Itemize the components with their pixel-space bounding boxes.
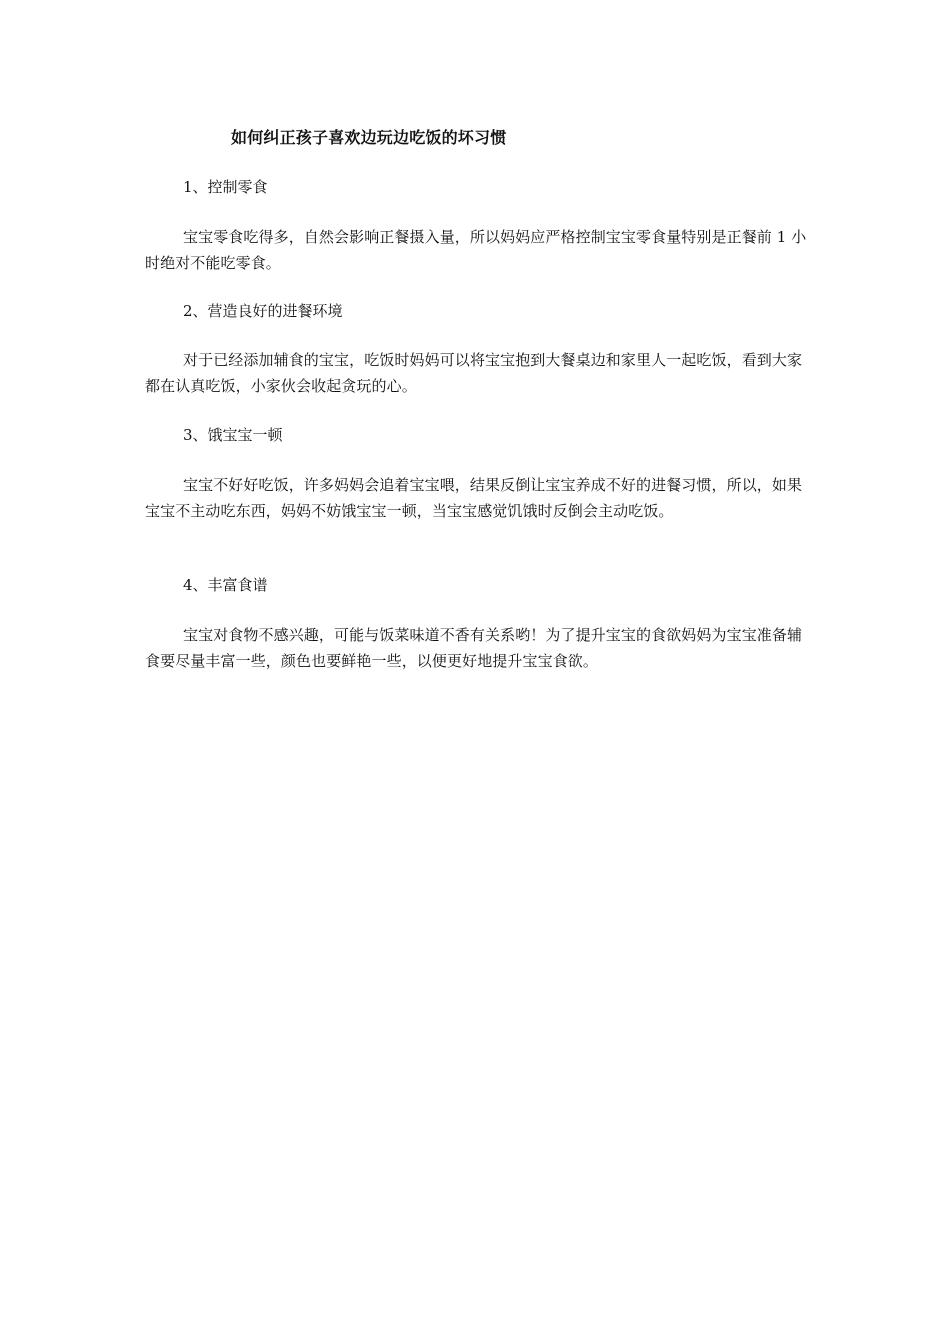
section-body-4: 宝宝对食物不感兴趣，可能与饭菜味道不香有关系哟！为了提升宝宝的食欲妈妈为宝宝准备辅食要尽量丰富一些，颜色也要鲜艳一些，以便更好地提升宝宝食欲。 (145, 626, 803, 670)
section-heading-1: 1、控制零食 (183, 178, 268, 196)
section-body-1: 宝宝零食吃得多，自然会影响正餐摄入量，所以妈妈应严格控制宝宝零食量特别是正餐前 1 小时绝对不能吃零食。 (145, 228, 807, 272)
section-heading-3: 3、饿宝宝一顿 (183, 426, 283, 444)
section-heading-4: 4、丰富食谱 (183, 576, 268, 594)
section-body-2: 对于已经添加辅食的宝宝，吃饭时妈妈可以将宝宝抱到大餐桌边和家里人一起吃饭，看到大家都在认真吃饭，小家伙会收起贪玩的心。 (145, 351, 803, 395)
section-heading-2: 2、营造良好的进餐环境 (183, 302, 343, 320)
section-body-3: 宝宝不好好吃饭，许多妈妈会追着宝宝喂，结果反倒让宝宝养成不好的进餐习惯，所以，如果宝宝不主动吃东西，妈妈不妨饿宝宝一顿，当宝宝感觉饥饿时反倒会主动吃饭。 (145, 476, 803, 520)
document-title: 如何纠正孩子喜欢边玩边吃饭的坏习惯 (231, 128, 507, 147)
